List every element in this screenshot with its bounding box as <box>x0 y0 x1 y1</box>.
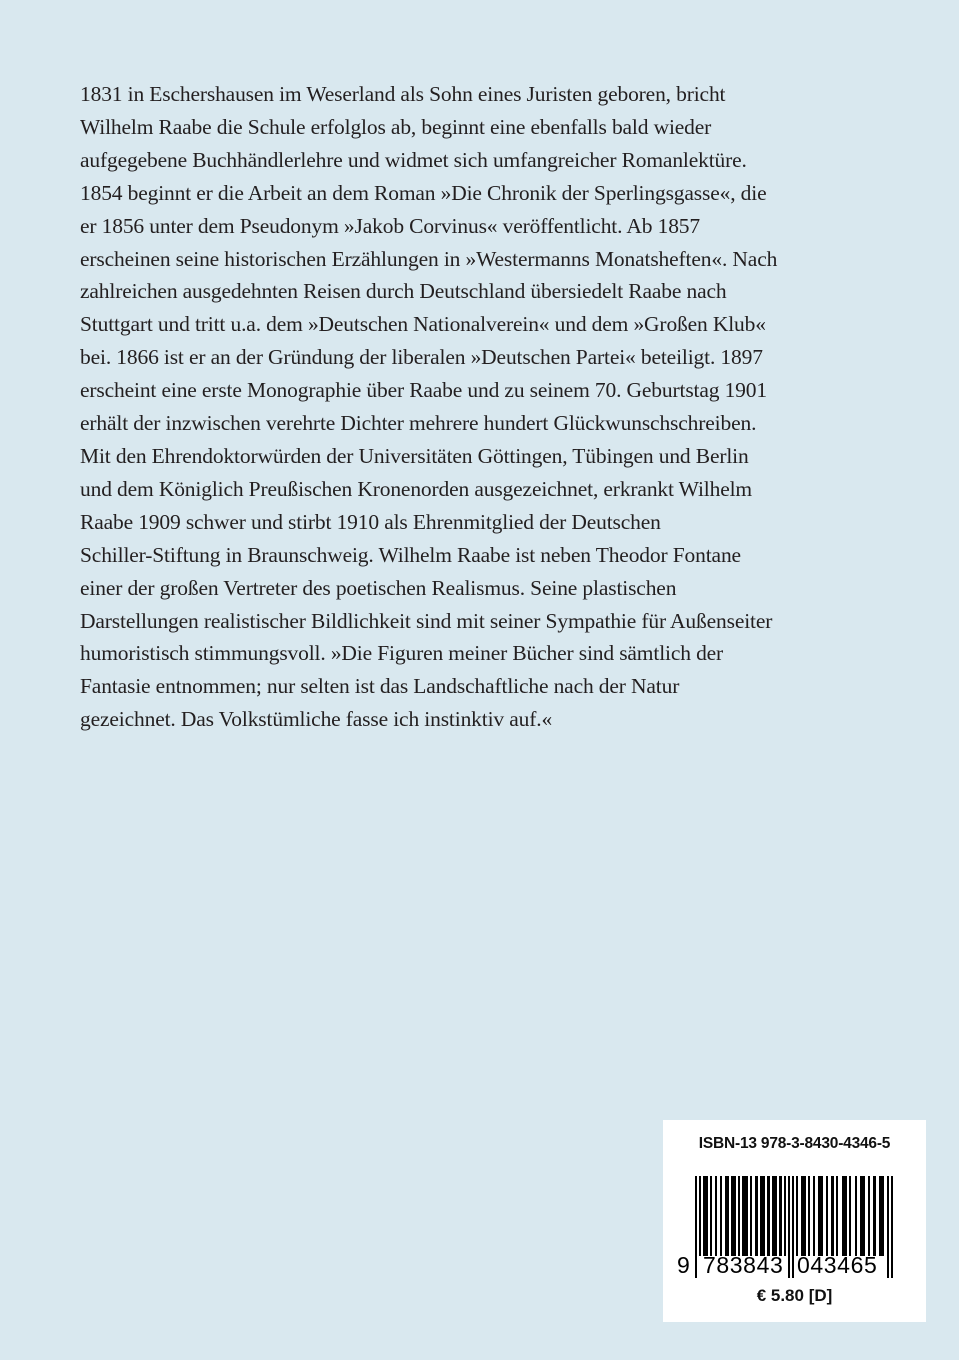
isbn-number: ISBN-13 978-3-8430-4346-5 <box>698 1135 891 1152</box>
barcode-icon <box>677 1176 905 1278</box>
price-tag: € 5.80 [D] <box>756 1286 833 1305</box>
biography-line: erhält der inzwischen verehrte Dichter mehrere hundert Glückwunschschreiben. <box>80 411 757 436</box>
biography-line: gezeichnet. Das Volkstümliche fasse ich instinktiv auf.« <box>80 707 553 732</box>
author-biography <box>80 78 880 736</box>
barcode-lead-digit: 9 <box>677 1252 690 1278</box>
biography-line: Wilhelm Raabe die Schule erfolglos ab, beginnt eine ebenfalls bald wieder <box>80 114 712 139</box>
biography-line: er 1856 unter dem Pseudonym »Jakob Corvinus« veröffentlicht. Ab 1857 <box>80 213 700 238</box>
biography-line: humoristisch stimmungsvoll. »Die Figuren meiner Bücher sind sämtlich der <box>80 641 724 666</box>
biography-line: Raabe 1909 schwer und stirbt 1910 als Ehrenmitglied der Deutschen <box>80 509 661 534</box>
biography-line: Darstellungen realistischer Bildlichkeit sind mit seiner Sympathie für Außenseiter <box>80 608 773 633</box>
biography-line: erscheinen seine historischen Erzählungen in »Westermanns Monatsheften«. Nach <box>80 246 778 271</box>
biography-line: zahlreichen ausgedehnten Reisen durch Deutschland übersiedelt Raabe nach <box>80 279 727 304</box>
biography-line: Mit den Ehrendoktorwürden der Universitäten Göttingen, Tübingen und Berlin <box>80 443 749 468</box>
barcode-left-digits: 783843 <box>703 1252 784 1278</box>
biography-line: aufgegebene Buchhändlerlehre und widmet sich umfangreicher Romanlektüre. <box>80 147 747 172</box>
biography-line: Stuttgart und tritt u.a. dem »Deutschen Nationalverein« und dem »Großen Klub« <box>80 312 766 337</box>
biography-line: einer der großen Vertreter des poetischen Realismus. Seine plastischen <box>80 575 677 600</box>
biography-line: erscheint eine erste Monographie über Raabe und zu seinem 70. Geburtstag 1901 <box>80 378 767 403</box>
biography-line: 1831 in Eschershausen im Weserland als Sohn eines Juristen geboren, bricht <box>80 82 726 106</box>
biography-line: bei. 1866 ist er an der Gründung der liberalen »Deutschen Partei« beteiligt. 1897 <box>80 345 763 370</box>
biography-line: Schiller-Stiftung in Braunschweig. Wilhelm Raabe ist neben Theodor Fontane <box>80 542 741 567</box>
biography-line: und dem Königlich Preußischen Kronenorden ausgezeichnet, erkrankt Wilhelm <box>80 476 753 501</box>
biography-line: Fantasie entnommen; nur selten ist das Landschaftliche nach der Natur <box>80 674 680 699</box>
biography-line: 1854 beginnt er die Arbeit an dem Roman »Die Chronik der Sperlingsgasse«, die <box>80 180 767 205</box>
isbn-price-label <box>663 1120 926 1322</box>
barcode-right-digits: 043465 <box>797 1252 878 1278</box>
